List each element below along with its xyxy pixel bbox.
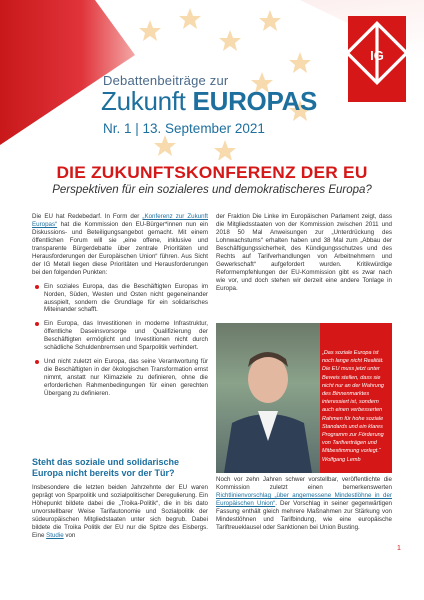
right-paragraph-top: der Fraktion Die Linke im Europäischen Parlament zeigt, dass die Mitgliedsstaaten von der Kommission zwischen 2011 und 2018 50 Mal Anweisungen zur „Unterdrückung des Lohnwachstums“ erhalten haben und 38 Mal zum „Abbau der Beschäftigungssicherheit, des Kündigungsschutzes und des Rechts auf Tarifverhandlungen von Arbeitnehmern und Gewerkschaft“ aufgefordert wurden. Kritikwürdige Reformempfehlungen der EU-Kommission gibt es zwar nach wie vor, und doch stehen wir derzeit eine andere Tonlage in Europa.	[216, 213, 392, 292]
left-column	[32, 213, 208, 404]
issue-line: Nr. 1 | 13. September 2021	[103, 121, 265, 136]
study-link[interactable]: Studie	[46, 531, 64, 539]
star-icon	[219, 30, 241, 51]
section-text-end: von	[63, 531, 76, 539]
article-headline: DIE ZUKUNFTSKONFERENZ DER EU	[56, 163, 368, 182]
priorities-list	[32, 283, 208, 398]
list-item: Und nicht zuletzt ein Europa, das seine Verantwortung für die Beschäftigten in der ökologischen Transformation ernst nimmt, anstatt nur Klimaziele zu definieren, ohne die erforderlichen Rahmenbedingungen für einen gerechten Übergang zu definieren.	[44, 358, 208, 398]
series-title-part-b: EUROPAS	[192, 86, 318, 116]
right-bottom-prefix: Noch vor zehn Jahren schwer vorstellbar, veröffentlichte die Kommission zuletzt einen bemerkenswerten	[216, 476, 392, 491]
star-icon	[139, 20, 161, 41]
quote-text	[322, 349, 388, 464]
directive-link[interactable]: Richtlinienvorschlag „über angemessene Mindestlöhne in der Europäischen Union“	[216, 491, 392, 507]
logo-mark-icon	[348, 16, 406, 102]
svg-text:IG: IG	[370, 48, 384, 63]
intro-paragraph	[32, 213, 208, 277]
quote-box	[216, 323, 392, 473]
list-item: Ein soziales Europa, das die Beschäftigten Europas im Norden, Süden, Westen und Osten nicht gegeneinander ausspielt, sondern die Grundlage für ein solidarisches Miteinander schafft.	[44, 282, 208, 314]
section-paragraph	[32, 484, 208, 540]
list-item: Ein Europa, das Investitionen in moderne Infrastruktur, öffentliche Daseinsvorsorge und Qualifizierung der Beschäftigten ermöglicht und Investitionen nicht durch schädliche Schuldenbremsen und Sparpolitik verhindert.	[44, 320, 208, 352]
quote-author: Wolfgang Lemb	[322, 456, 361, 463]
star-icon	[179, 8, 201, 29]
series-kicker: Debattenbeiträge zur	[103, 73, 229, 88]
star-icon	[154, 135, 176, 156]
series-title-part-a: Zukunft	[101, 86, 193, 116]
ig-metall-logo	[348, 16, 406, 102]
series-title	[101, 86, 317, 117]
portrait-photo	[216, 323, 320, 473]
article-subhead: Perspektiven für ein sozialeres und demokratischeres Europa?	[52, 184, 372, 196]
quote-body: „Das soziale Europa ist noch lange nicht Realität. Die EU muss jetzt unter Beweis stellen, dass sie nicht nur an der Wahrung des Binnenmarktes interessiert ist, sondern auch einen verbesserten Rahmen für hohe soziale Standards und ein klares Programm zur Förderung von Tarifverträgen und Mitbestimmung vorlegt.“	[322, 350, 384, 455]
right-column-top	[216, 213, 392, 299]
right-bottom-rest: . Der Vorschlag in seiner gegenwärtigen Fassung enthält gleich mehrere Maßnahmen zur Stärkung von Mindestlöhnen und Tarifbindung, wie eine europäische Tariftreueklausel oder Sanktionen bei Union Busting.	[216, 499, 392, 531]
section-text-1: Insbesondere die letzten beiden Jahrzehnte der EU waren geprägt von Sparpolitik und sozialpolitischer Deregulierung. Ein Höhepunkt bildete dabei die „Troika-Politik“, die in bis dato unvorstellbarer Weise Tarifautonomie und Sozialpolitik der südeuropäischen Mitgliedstaaten unter sich begrub. Dabei bildete die Troika Politik der EU nur die Spitze des Eisbergs. Eine	[32, 484, 208, 539]
page-number: 1	[397, 545, 401, 552]
left-column-bottom	[32, 484, 208, 546]
portrait-figure-icon	[216, 323, 320, 473]
section-heading: Steht das soziale und solidarische Europa nicht bereits vor der Tür?	[32, 457, 180, 478]
star-icon	[259, 10, 281, 31]
right-column-bottom	[216, 476, 392, 538]
star-icon	[289, 52, 311, 73]
conference-link[interactable]: „Konferenz zur Zukunft Europas“	[32, 213, 208, 228]
star-icon	[214, 140, 236, 160]
right-paragraph-bottom	[216, 476, 392, 532]
intro-rest: hat die Kommission den EU-Bürger*innen nun ein Diskussions- und Beteiligungsangebot gemacht. Mit einem öffentlichen Forum will sie „eine offene, inklusive und transparente Bürgerdebatte über zentrale Prioritäten und Herausforderungen der Europäischen Union“ führen. Aus Sicht der IG Metall liegen diese Prioritäten und Herausforderungen bei den folgenden Punkten:	[32, 220, 208, 276]
intro-prefix: Die EU hat Redebedarf. In Form der	[32, 213, 143, 220]
